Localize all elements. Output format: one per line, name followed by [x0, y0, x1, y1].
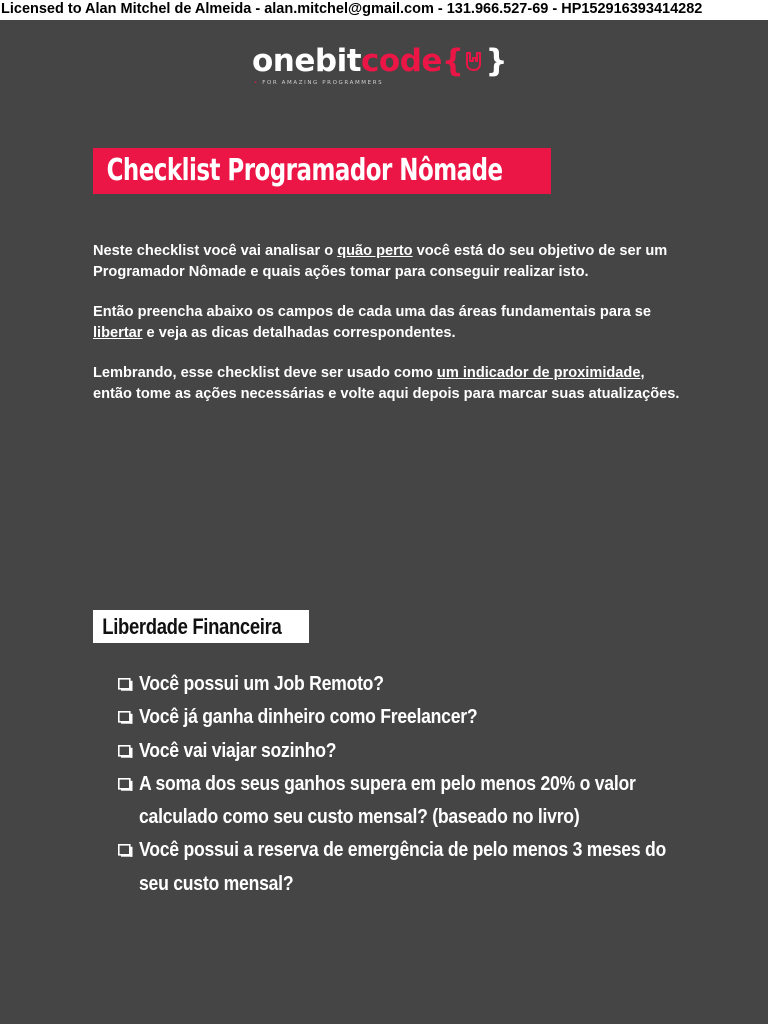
logo-tagline-text: FOR AMAZING PROGRAMMERS [262, 80, 384, 86]
checklist-item[interactable] [118, 667, 678, 700]
checklist [118, 667, 678, 900]
logo-brace-close: } [485, 43, 508, 79]
page-title-banner [93, 148, 551, 194]
intro-p1-underlined: quão perto [337, 243, 413, 259]
section-heading-banner [93, 610, 309, 643]
checkbox-icon[interactable] [118, 844, 133, 857]
intro-paragraph-2 [93, 302, 683, 343]
checklist-item[interactable] [118, 767, 678, 834]
page-title: Checklist Programador Nômade [106, 153, 503, 188]
checkbox-icon[interactable] [118, 778, 133, 791]
logo-brace-open: { [441, 43, 464, 79]
intro-p2-underlined: libertar [93, 324, 143, 341]
intro-paragraph-1 [93, 241, 683, 282]
license-watermark: Licensed to Alan Mitchel de Almeida - alan.mitchel@gmail.com - 131.966.527-69 - HP152916393414282 [0, 0, 768, 20]
checklist-item-label: A soma dos seus ganhos supera em pelo menos 20% o valor calculado como seu custo mensal? (baseado no livro) [139, 771, 636, 829]
intro-p3-underlined: um indicador de proximidade [436, 365, 641, 381]
checkbox-icon[interactable] [118, 711, 133, 724]
intro-p2-text-b: e veja as dicas detalhadas correspondentes. [142, 324, 456, 341]
intro-p3-text-b: , então tome as ações necessárias e volte aqui depois para marcar suas atualizações. [93, 365, 680, 402]
checklist-item[interactable] [118, 833, 678, 900]
checklist-item[interactable] [118, 734, 678, 767]
intro-p1-text-b: você está do seu objetivo de ser um Programador Nômade e quais ações tomar para conseguir realizar isto. [93, 243, 668, 280]
checklist-item-label: Você possui um Job Remoto? [139, 672, 384, 695]
logo-part-white: onebit [252, 43, 362, 79]
logo-wordmark [252, 44, 507, 78]
checklist-item-label: Você possui a reserva de emergência de pelo menos 3 meses do seu custo mensal? [139, 838, 667, 895]
intro-paragraph-3 [93, 363, 683, 404]
logo-tagline: • FOR AMAZING PROGRAMMERS [254, 80, 384, 86]
onebitcode-logo [252, 44, 507, 88]
intro-p1-text-a: Neste checklist você vai analisar o [93, 243, 338, 259]
section-heading: Liberdade Financeira [102, 614, 282, 639]
checklist-item[interactable] [118, 700, 678, 733]
checklist-item-label: Você vai viajar sozinho? [139, 738, 337, 762]
checkbox-icon[interactable] [118, 745, 133, 758]
intro-p3-text-a: Lembrando, esse checklist deve ser usado como [93, 365, 437, 381]
checklist-item-label: Você já ganha dinheiro como Freelancer? [139, 705, 478, 729]
rock-hand-icon [464, 49, 486, 73]
checkbox-icon[interactable] [118, 678, 133, 691]
intro-p2-text-a: Então preencha abaixo os campos de cada uma das áreas fundamentais para se [93, 304, 652, 320]
logo-part-red: code [361, 43, 442, 79]
